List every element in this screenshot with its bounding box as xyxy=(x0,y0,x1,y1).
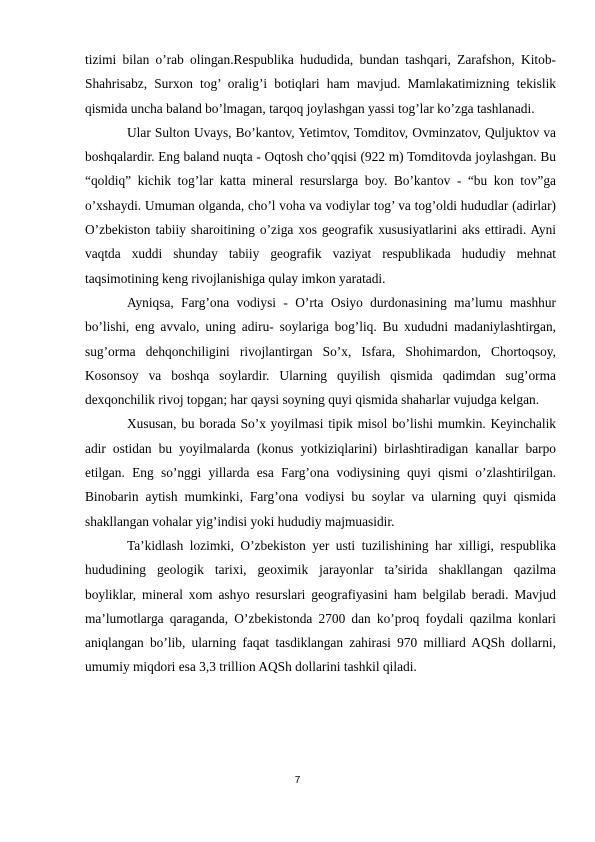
paragraph-fergana-valley: Ayniqsa, Farg’ona vodiysi - O’rta Osiyo durdonasining ma’lumu mashhur bo’lishi, eng avvalo, uning adiru- soylariga bog’liq. Bu xududni madaniylashtirgan, sug’orma dehqonchiligini rivojlantirgan So’x, Isfara, Shohimardon, Chortoqsoy, Kosonsoy va boshqa soylardir. Ularning quyilish qismida qadimdan sug’orma dexqonchilik rivoj topgan; har qaysi soyning quyi qismida shaharlar vujudga kelgan. xyxy=(85,294,556,408)
page-body xyxy=(85,48,556,680)
paragraph-sokh-fan: Xususan, bu borada So’x yoyilmasi tipik misol bo’lishi mumkin. Keyinchalik adir ostidan bu yoyilmalarda (konus yotkiziqlarini) birlashtiradigan kanallar barpo etilgan. Eng so’nggi yillarda esa Farg’ona vodiysining quyi qismi o’zlashtirilgan. Binobarin aytish mumkinki, Farg’ona vodiysi bu soylar va ularning quyi qismida shakllangan vohalar yig’indisi yoki hududiy majmuasidir. xyxy=(85,416,556,529)
page-number: 7 xyxy=(294,775,301,786)
paragraph-continuation: tizimi bilan o’rab olingan.Respublika hududida, bundan tashqari, Zarafshon, Kitob-Shahrisabz, Surxon tog’ oralig’i botiqlari ham mavjud. Mamlakatimizning tekislik qismida uncha baland bo’lmagan, tarqoq joylashgan yassi tog’lar ko’zga tashlanadi. xyxy=(85,52,556,116)
paragraph-mineral-resources: Ta’kidlash lozimki, O’zbekiston yer usti tuzilishining har xilligi, respublika hududining geologik tarixi, geoximik jarayonlar ta’sirida shakllangan qazilma boyliklar, mineral xom ashyo resurslari geografiyasini ham belgilab beradi. Mavjud ma’lumotlarga qaraganda, O’zbekistonda 2700 dan ko’proq foydali qazilma konlari aniqlangan bo’lib, ularning faqat tasdiklangan zahirasi 970 milliard AQSh dollarni, umumiy miqdori esa 3,3 trillion AQSh dollarini tashkil qiladi. xyxy=(85,537,556,675)
paragraph-mountains: Ular Sulton Uvays, Bo’kantov, Yetimtov, Tomditov, Ovminzatov, Quljuktov va boshqalardir. Eng baland nuqta - Oqtosh cho’qqisi (922 m) Tomditovda joylashgan. Bu “qoldiq” kichik tog’lar katta mineral resurslarga boy. Bo’kantov - “bu kon tov”ga o’xshaydi. Umuman olganda, cho’l voha va vodiylar tog’ va tog’oldi hududlar (adirlar) O’zbekiston tabiiy sharoitining o’ziga xos geografik xususiyatlarini aks ettiradi. Ayni vaqtda xuddi shunday tabiiy geografik vaziyat respublikada hududiy mehnat taqsimotining keng rivojlanishiga qulay imkon yaratadi. xyxy=(85,124,556,286)
